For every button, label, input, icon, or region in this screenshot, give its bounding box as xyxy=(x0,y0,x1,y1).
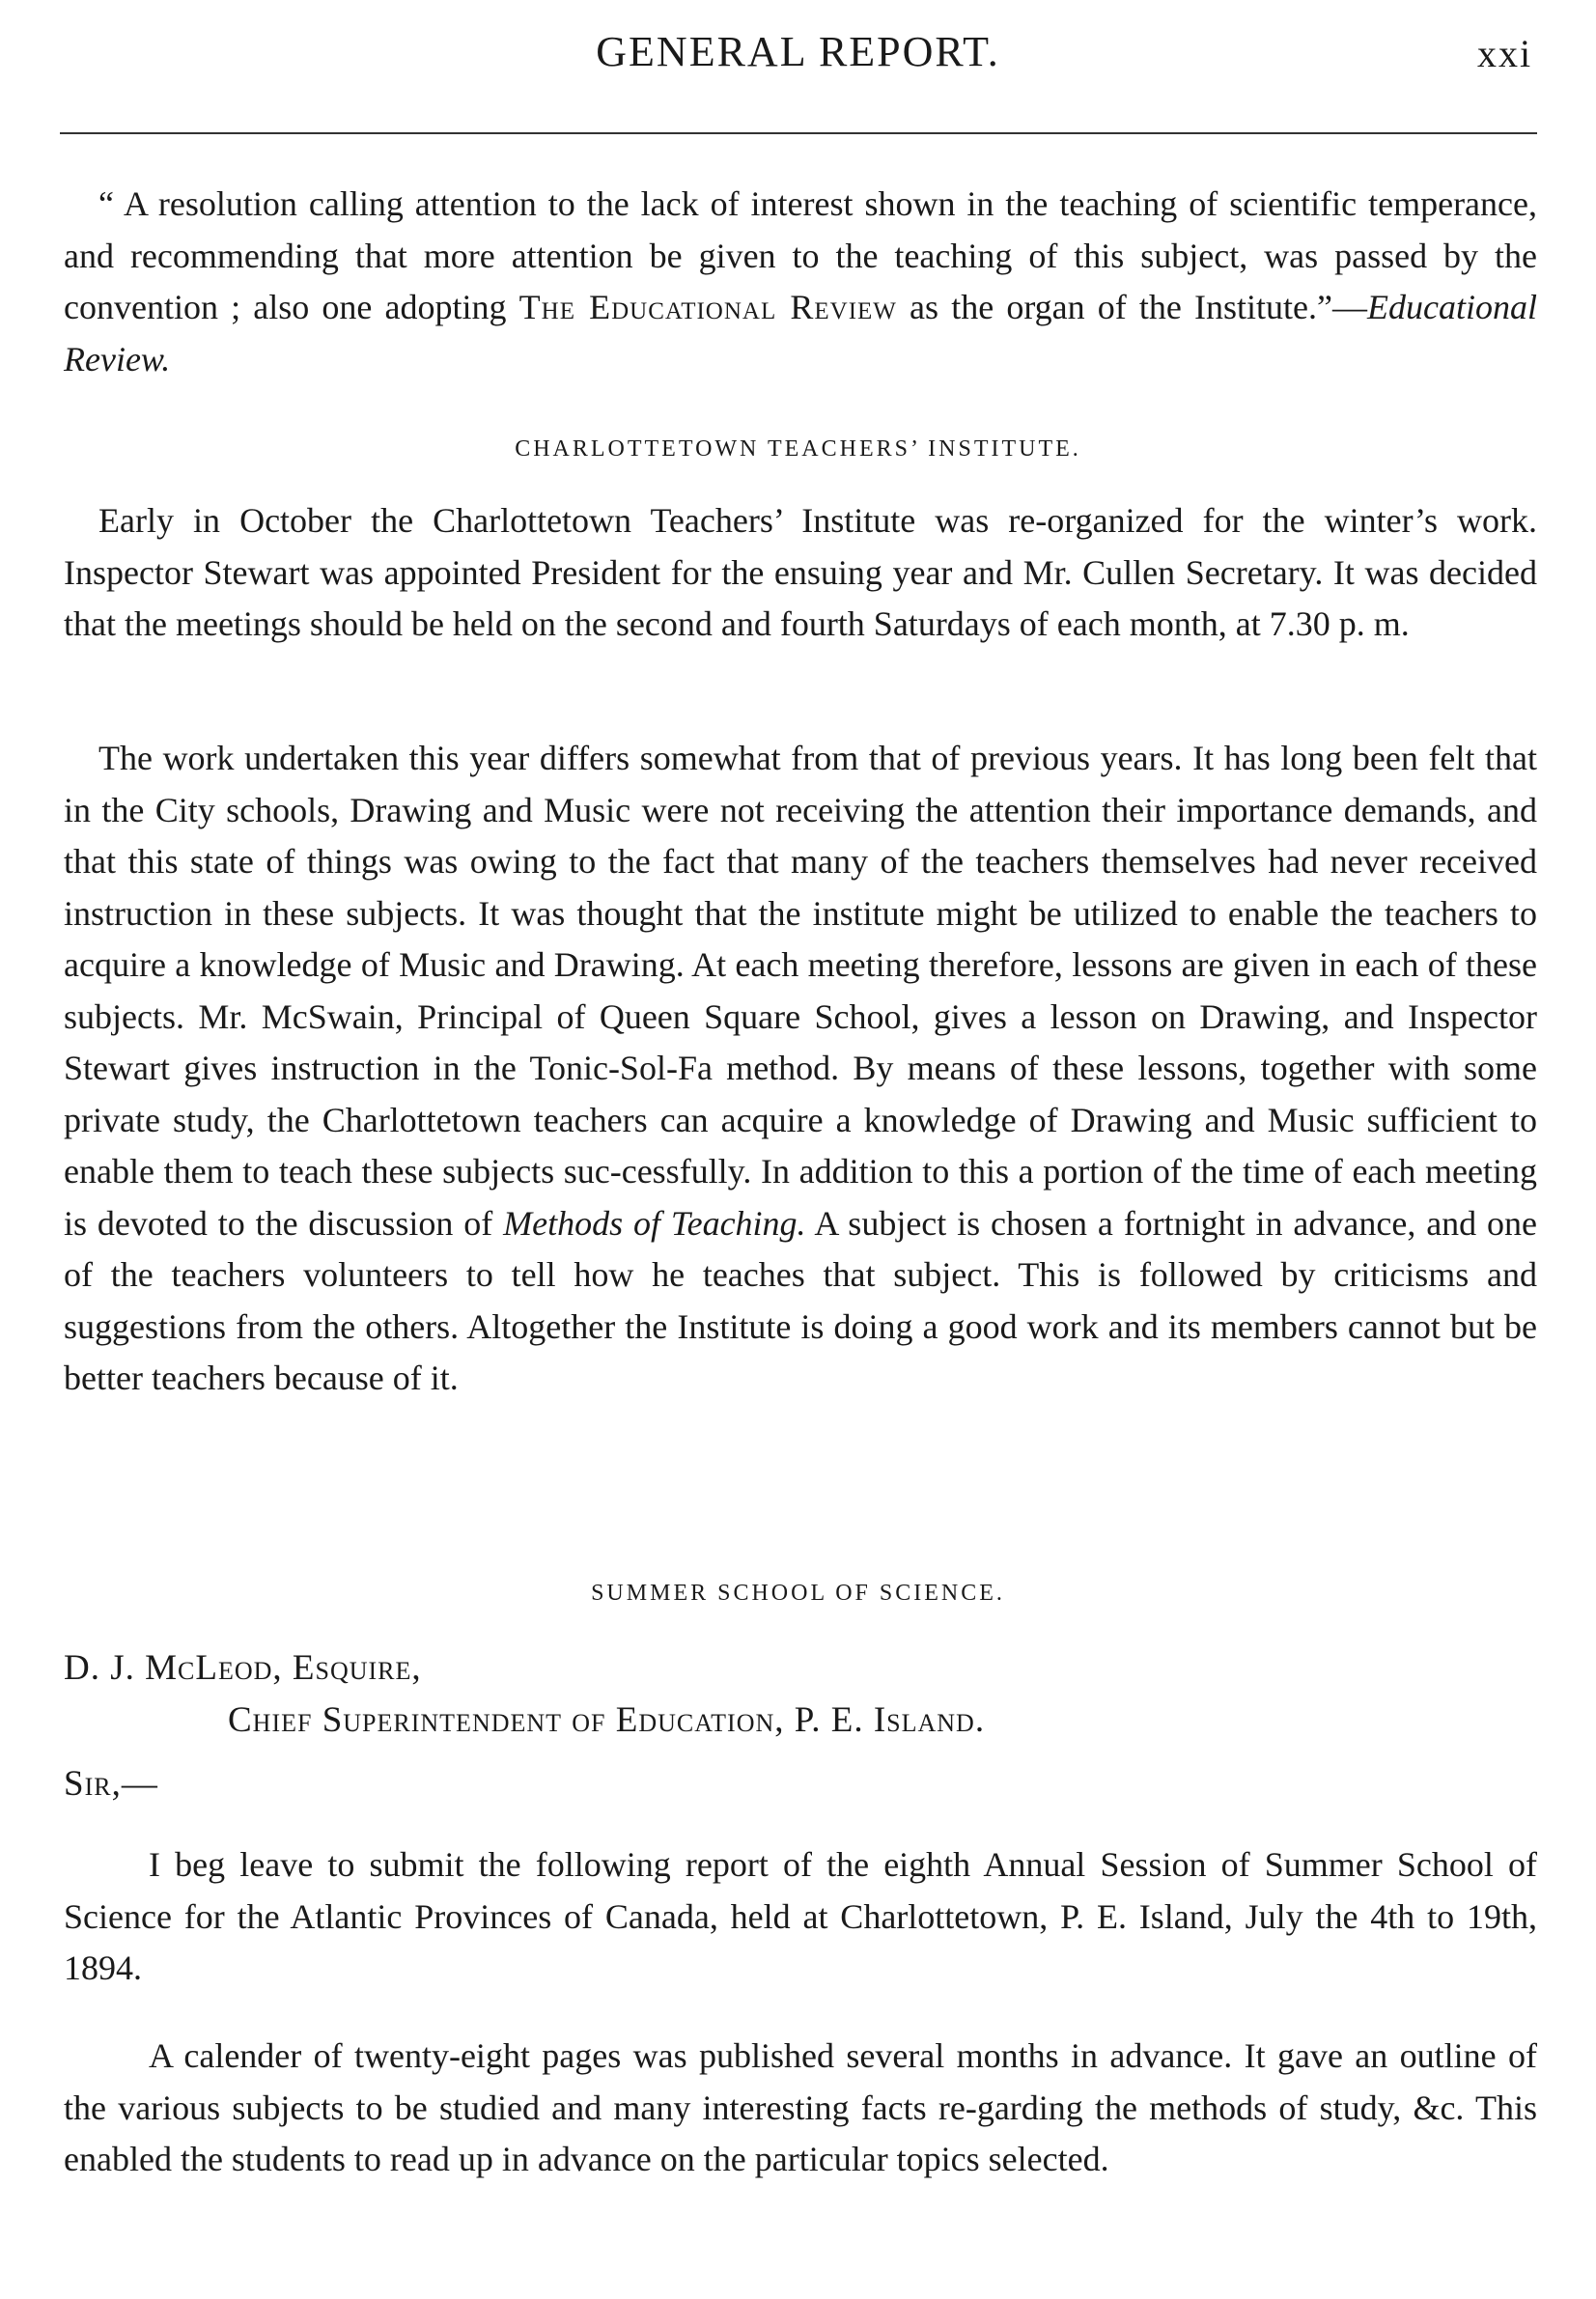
charlottetown-paragraph-1: Early in October the Charlottetown Teachers’ Institute was re-organized for the winter’s work. Inspector Stewart was appointed President for the ensuing year and Mr. Cullen Secretary. It was decided that the meetings should be held on the second and fourth Saturdays of each month, at 7.30 p. m. xyxy=(64,501,1537,643)
header-rule xyxy=(60,132,1537,134)
summer-para1-block xyxy=(64,1839,1537,1995)
summer-paragraph-2: A calender of twenty-eight pages was published several months in advance. It gave an outline of the various subjects to be studied and many interesting facts re-garding the methods of study, &c. This enabled the students to read up in advance on the particular topics selected. xyxy=(64,2036,1537,2178)
summer-para2-block xyxy=(64,2031,1537,2186)
para2-text-after: A subject is chosen a fortnight in advance, and one of the teachers volunteers to tell how he teaches that subject. This is followed by criticisms and suggestions from the others. Altogether the Institute is doing a good work and its members cannot but be better teachers because of it. xyxy=(64,1203,1538,1397)
addressee-line-1: D. J. McLeod, Esquire, xyxy=(64,1648,422,1688)
charlottetown-para2-block xyxy=(64,733,1537,1405)
quote-text-before: “ A resolution calling attention to the lack of interest shown in the teaching of scientific temperance, and recommending that more attention be given to the teaching of this subject, was passed by the convention ; also one adopting xyxy=(64,184,1537,326)
quote-text-after: as the organ of the Institute.”— xyxy=(896,288,1368,326)
summer-paragraph-1: I beg leave to submit the following report of the eighth Annual Session of Summer School of Science for the Atlantic Provinces of Canada, held at Charlottetown, P. E. Island, July the 4th to 19th, 1894. xyxy=(64,1845,1537,1987)
journal-name: The Educational Review xyxy=(518,288,897,326)
quote-paragraph xyxy=(64,179,1537,385)
page-number: xxi xyxy=(1477,32,1533,75)
quote-block xyxy=(64,179,1537,385)
quote-source: Educational Review. xyxy=(64,288,1538,378)
charlottetown-paragraph-2 xyxy=(64,733,1537,1405)
addressee-line-2: Chief Superintendent of Education, P. E. Island. xyxy=(228,1700,986,1740)
heading-summer-school: SUMMER SCHOOL OF SCIENCE. xyxy=(591,1581,1005,1606)
heading-charlottetown-institute: CHARLOTTETOWN TEACHERS’ INSTITUTE. xyxy=(515,436,1081,462)
para2-text-before: The work undertaken this year differs somewhat from that of previous years. It has long been felt that in the City schools, Drawing and Music were not receiving the attention their importance demands, and that this state of things was owing to the fact that many of the teachers themselves had never received instruction in these subjects. It was thought that the institute might be utilized to enable the teachers to acquire a knowledge of Music and Drawing. At each meeting therefore, lessons are given in each of these subjects. Mr. McSwain, Principal of Queen Square School, gives a lesson on Drawing, and Inspector Stewart gives instruction in the Tonic-Sol-Fa method. By means of these lessons, together with some private study, the Charlottetown teachers can acquire a knowledge of Drawing and Music sufficient to enable them to teach these subjects suc-cessfully. In addition to this a portion of the time of each meeting is devoted to the discussion of xyxy=(64,739,1537,1243)
running-title: GENERAL REPORT. xyxy=(596,28,1000,75)
salutation: Sir,— xyxy=(64,1764,158,1804)
charlottetown-para1-block xyxy=(64,495,1537,651)
methods-of-teaching: Methods of Teaching. xyxy=(503,1203,806,1243)
